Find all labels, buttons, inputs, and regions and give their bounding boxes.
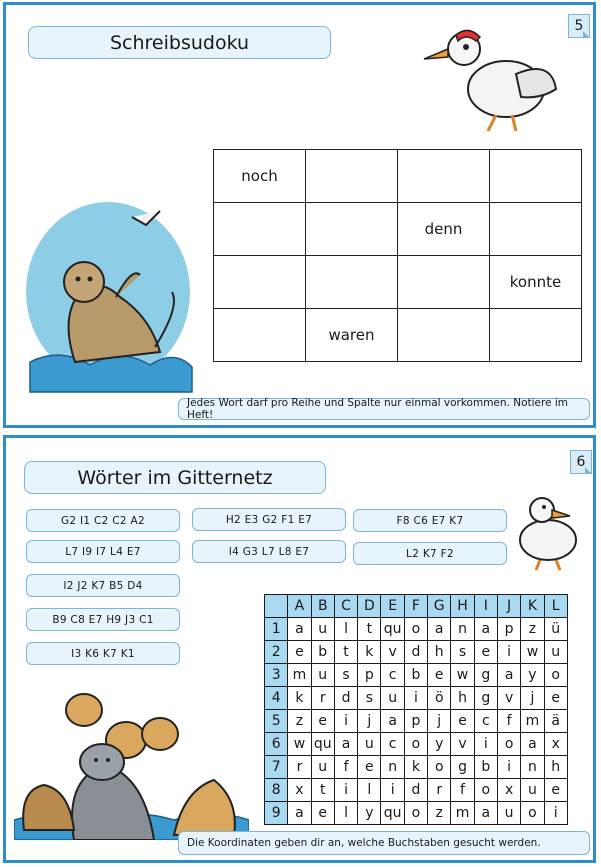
grid-cell[interactable]: j — [358, 710, 381, 733]
grid-cell[interactable]: w — [521, 641, 544, 664]
grid-cell[interactable]: a — [381, 710, 404, 733]
grid-cell[interactable]: z — [521, 618, 544, 641]
grid-column-header: L — [544, 595, 567, 618]
grid-cell[interactable]: a — [334, 733, 357, 756]
grid-cell[interactable]: u — [311, 664, 334, 687]
grid-cell[interactable]: u — [521, 779, 544, 802]
grid-row-header: 8 — [265, 779, 288, 802]
grid-cell[interactable]: j — [521, 687, 544, 710]
grid-column-header: J — [497, 595, 520, 618]
code-pill: G2 I1 C2 C2 A2 — [26, 509, 180, 532]
grid-cell[interactable]: i — [334, 779, 357, 802]
grid-cell[interactable]: n — [381, 756, 404, 779]
sudoku-cell[interactable] — [490, 203, 582, 256]
grid-cell[interactable]: d — [334, 687, 357, 710]
grid-cell[interactable]: a — [497, 664, 520, 687]
grid-cell[interactable]: y — [521, 664, 544, 687]
grid-row-header: 1 — [265, 618, 288, 641]
code-pill: B9 C8 E7 H9 J3 C1 — [26, 608, 180, 631]
grid-row — [265, 756, 568, 779]
grid-cell[interactable]: x — [544, 733, 567, 756]
grid-column-header: D — [358, 595, 381, 618]
grid-cell[interactable]: b — [404, 664, 427, 687]
grid-cell[interactable]: x — [288, 779, 311, 802]
grid-row-header: 4 — [265, 687, 288, 710]
code-pill: L7 I9 I7 L4 E7 — [26, 540, 180, 563]
sudoku-cell[interactable]: denn — [398, 203, 490, 256]
grid-cell[interactable]: e — [311, 710, 334, 733]
grid-cell[interactable]: u — [311, 618, 334, 641]
grid-cell[interactable]: f — [334, 756, 357, 779]
grid-cell[interactable]: ü — [544, 618, 567, 641]
grid-cell[interactable]: u — [358, 733, 381, 756]
code-pill: F8 C6 E7 K7 — [353, 509, 507, 532]
instruction-note: Jedes Wort darf pro Reihe und Spalte nur einmal vorkommen. Notiere im Heft! — [178, 398, 590, 420]
sudoku-cell[interactable] — [214, 256, 306, 309]
grid-column-header: C — [334, 595, 357, 618]
page-title: Schreibsudoku — [28, 26, 331, 59]
grid-row-header: 7 — [265, 756, 288, 779]
sudoku-cell[interactable] — [490, 309, 582, 362]
sudoku-cell[interactable] — [214, 309, 306, 362]
grid-cell[interactable]: v — [497, 687, 520, 710]
grid-cell[interactable]: h — [451, 687, 474, 710]
grid-cell[interactable]: e — [428, 664, 451, 687]
grid-cell[interactable]: s — [358, 687, 381, 710]
grid-cell[interactable]: o — [474, 779, 497, 802]
grid-row — [265, 664, 568, 687]
grid-row-header: 9 — [265, 802, 288, 825]
grid-cell[interactable]: h — [544, 756, 567, 779]
code-pill: H2 E3 G2 F1 E7 — [192, 508, 346, 531]
grid-cell[interactable]: b — [474, 756, 497, 779]
grid-cell[interactable]: z — [428, 802, 451, 825]
grid-column-header: H — [451, 595, 474, 618]
grid-cell[interactable]: u — [381, 687, 404, 710]
grid-cell[interactable]: i — [381, 779, 404, 802]
grid-cell[interactable]: i — [404, 687, 427, 710]
grid-cell[interactable]: o — [404, 733, 427, 756]
grid-cell[interactable]: c — [381, 664, 404, 687]
grid-cell[interactable]: a — [288, 802, 311, 825]
sudoku-cell[interactable] — [306, 150, 398, 203]
grid-cell[interactable]: k — [358, 641, 381, 664]
grid-cell[interactable]: ö — [428, 687, 451, 710]
grid-cell[interactable]: e — [288, 641, 311, 664]
grid-cell[interactable]: d — [404, 641, 427, 664]
grid-cell[interactable]: f — [497, 710, 520, 733]
grid-cell[interactable]: m — [521, 710, 544, 733]
grid-cell[interactable]: c — [474, 710, 497, 733]
grid-cell[interactable]: y — [428, 733, 451, 756]
grid-row — [265, 710, 568, 733]
grid-cell[interactable]: f — [451, 779, 474, 802]
grid-row — [265, 779, 568, 802]
grid-cell[interactable]: t — [358, 618, 381, 641]
sudoku-cell[interactable] — [490, 150, 582, 203]
grid-cell[interactable]: m — [288, 664, 311, 687]
grid-row-header: 6 — [265, 733, 288, 756]
grid-cell[interactable]: w — [451, 664, 474, 687]
grid-cell[interactable]: o — [497, 733, 520, 756]
grid-cell[interactable]: a — [474, 802, 497, 825]
grid-cell[interactable]: r — [288, 756, 311, 779]
grid-cell[interactable]: a — [288, 618, 311, 641]
grid-column-header: G — [428, 595, 451, 618]
grid-cell[interactable]: i — [334, 710, 357, 733]
sudoku-grid — [213, 149, 582, 362]
grid-cell[interactable]: e — [451, 710, 474, 733]
grid-cell[interactable]: o — [404, 802, 427, 825]
sudoku-cell[interactable] — [306, 203, 398, 256]
page-number-badge: 6 — [570, 450, 592, 474]
grid-cell[interactable]: n — [451, 618, 474, 641]
grid-cell[interactable]: a — [428, 618, 451, 641]
grid-cell[interactable]: p — [404, 710, 427, 733]
grid-cell[interactable]: l — [334, 802, 357, 825]
seagull-illustration — [512, 488, 592, 573]
code-pill: I2 J2 K7 B5 D4 — [26, 574, 180, 597]
grid-cell[interactable]: p — [497, 618, 520, 641]
grid-row — [265, 641, 568, 664]
grid-cell[interactable]: s — [334, 664, 357, 687]
grid-row-header: 2 — [265, 641, 288, 664]
grid-cell[interactable]: z — [288, 710, 311, 733]
seal-illustration — [20, 197, 195, 397]
grid-column-header: I — [474, 595, 497, 618]
seagull-illustration — [416, 19, 566, 137]
grid-cell[interactable]: a — [521, 733, 544, 756]
grid-cell[interactable]: p — [358, 664, 381, 687]
grid-corner — [265, 595, 288, 618]
grid-cell[interactable]: t — [311, 779, 334, 802]
grid-cell[interactable]: g — [474, 664, 497, 687]
grid-cell[interactable]: e — [544, 687, 567, 710]
grid-cell[interactable]: e — [311, 802, 334, 825]
grid-cell[interactable]: b — [311, 641, 334, 664]
grid-cell[interactable]: m — [451, 802, 474, 825]
letter-grid — [264, 594, 568, 825]
grid-cell[interactable]: w — [288, 733, 311, 756]
grid-row — [265, 687, 568, 710]
grid-column-header: E — [381, 595, 404, 618]
grid-cell[interactable]: qu — [381, 618, 404, 641]
grid-cell[interactable]: e — [474, 641, 497, 664]
grid-cell[interactable]: y — [358, 802, 381, 825]
code-pill: I3 K6 K7 K1 — [26, 642, 180, 665]
grid-cell[interactable]: i — [544, 802, 567, 825]
grid-cell[interactable]: o — [404, 618, 427, 641]
code-pill: L2 K7 F2 — [353, 542, 507, 565]
sudoku-cell[interactable]: waren — [306, 309, 398, 362]
grid-cell[interactable]: e — [358, 756, 381, 779]
grid-cell[interactable]: u — [544, 641, 567, 664]
grid-cell[interactable]: e — [544, 779, 567, 802]
grid-cell[interactable]: n — [521, 756, 544, 779]
grid-cell[interactable]: u — [497, 802, 520, 825]
grid-row — [265, 802, 568, 825]
grid-cell[interactable]: v — [381, 641, 404, 664]
code-pill: I4 G3 L7 L8 E7 — [192, 540, 346, 563]
grid-cell[interactable]: d — [404, 779, 427, 802]
grid-cell[interactable]: g — [474, 687, 497, 710]
sudoku-cell[interactable] — [306, 256, 398, 309]
page-title: Wörter im Gitternetz — [24, 461, 326, 494]
grid-column-header: A — [288, 595, 311, 618]
grid-cell[interactable]: t — [334, 641, 357, 664]
sudoku-cell[interactable] — [398, 309, 490, 362]
grid-cell[interactable]: v — [451, 733, 474, 756]
grid-row-header: 3 — [265, 664, 288, 687]
grid-cell[interactable]: i — [474, 733, 497, 756]
grid-cell[interactable]: k — [288, 687, 311, 710]
grid-cell[interactable]: j — [428, 710, 451, 733]
grid-cell[interactable]: c — [381, 733, 404, 756]
grid-cell[interactable]: l — [334, 618, 357, 641]
grid-row-header: 5 — [265, 710, 288, 733]
instruction-note: Die Koordinaten geben dir an, welche Buchstaben gesucht werden. — [178, 831, 590, 855]
grid-cell[interactable]: g — [451, 756, 474, 779]
word-grid-card — [3, 435, 596, 863]
sudoku-cell[interactable] — [398, 150, 490, 203]
grid-cell[interactable]: r — [311, 687, 334, 710]
grid-cell[interactable]: qu — [381, 802, 404, 825]
grid-cell[interactable]: i — [497, 641, 520, 664]
seals-group-illustration — [14, 670, 249, 840]
grid-row — [265, 733, 568, 756]
grid-cell[interactable]: k — [404, 756, 427, 779]
grid-column-header: B — [311, 595, 334, 618]
grid-cell[interactable]: qu — [311, 733, 334, 756]
grid-cell[interactable]: s — [451, 641, 474, 664]
page-number-badge: 5 — [568, 14, 590, 38]
grid-cell[interactable]: i — [497, 756, 520, 779]
sudoku-cell[interactable] — [214, 203, 306, 256]
grid-cell[interactable]: o — [428, 756, 451, 779]
sudoku-cell[interactable]: noch — [214, 150, 306, 203]
sudoku-cell[interactable]: konnte — [490, 256, 582, 309]
grid-cell[interactable]: u — [311, 756, 334, 779]
grid-cell[interactable]: r — [428, 779, 451, 802]
grid-row — [265, 618, 568, 641]
sudoku-card — [3, 2, 596, 428]
grid-cell[interactable]: h — [428, 641, 451, 664]
grid-cell[interactable]: o — [544, 664, 567, 687]
grid-cell[interactable]: x — [497, 779, 520, 802]
sudoku-cell[interactable] — [398, 256, 490, 309]
grid-column-header: F — [404, 595, 427, 618]
grid-cell[interactable]: ä — [544, 710, 567, 733]
grid-cell[interactable]: l — [358, 779, 381, 802]
grid-cell[interactable]: o — [521, 802, 544, 825]
grid-column-header: K — [521, 595, 544, 618]
grid-cell[interactable]: a — [474, 618, 497, 641]
